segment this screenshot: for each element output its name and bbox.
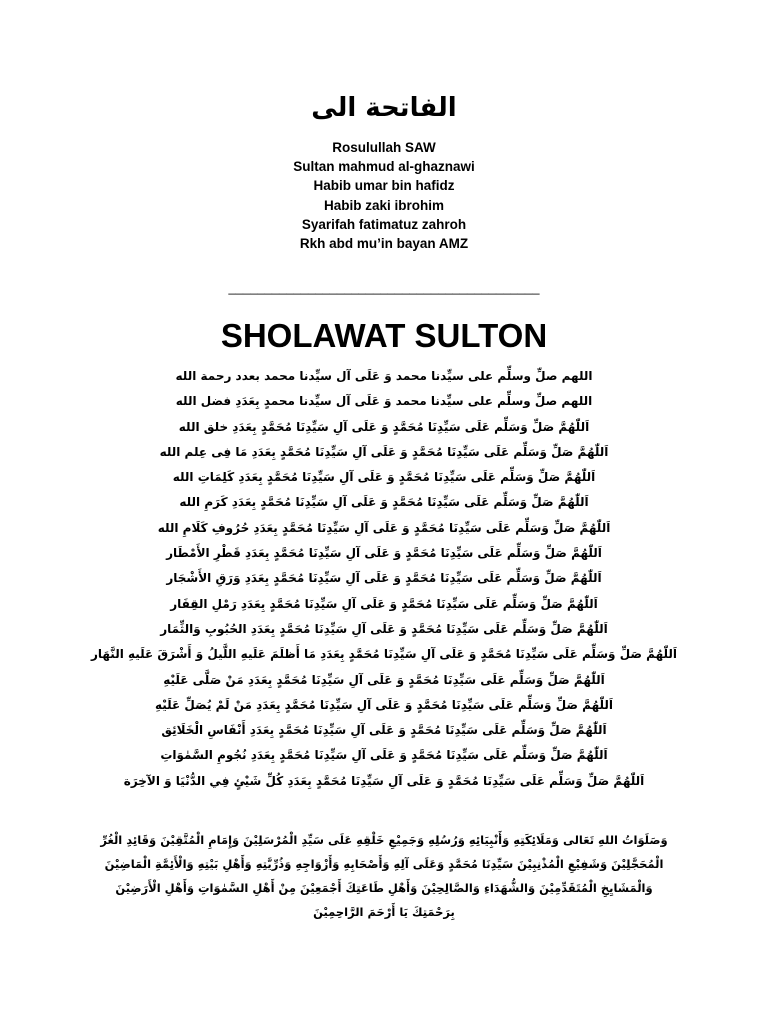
- sholawat-line: اَللّٰهُمَّ صَلِّ وَسَلِّم عَلَى سَيِّدِنَا مُحَمَّدٍ وَ عَلَى آلِ سَيِّدِنَا مُحَمَّدٍ بِعَدَدِ مَنْ لَمْ يُصَلِّ عَلَيْهِ: [154, 697, 614, 712]
- page-heading: SHOLAWAT SULTON: [220, 317, 548, 354]
- sholawat-line: اَللّٰهُمَّ صَلِّ وَسَلِّم عَلَى سَيِّدِنَا مُحَمَّدٍ وَ عَلَى آلِ سَيِّدِنَا مُحَمَّدٍ بِعَدَدِ حُرُوفِ كَلَامِ الله: [157, 520, 611, 535]
- sholawat-line: اَللّٰهُمَّ صَلِّ وَسَلِّم عَلَى سَيِّدِنَا مُحَمَّدٍ وَ عَلَى آلِ سَيِّدِنَا مُحَمَّدٍ بِعَدَدِ خلق الله: [178, 419, 590, 434]
- closing-doa: [88, 828, 680, 924]
- name-line: Rkh abd mu’in bayan AMZ: [299, 236, 469, 252]
- name-line: Rosulullah SAW: [332, 140, 436, 155]
- doa-line: الْمُحَجَّلِيْنَ وَشَفِيْعِ الْمُذْنِبِيْنَ سَيِّدِنَا مُحَمَّدٍ وَعَلَى آلِهِ وَأَصْحَابِهِ وَأَزْوَاجِهِ وَذُرِّيَّتِهِ وَأَهْلِ بَيْتِهِ وَالْأَئِمَّةِ الْمَاضِيْنَ: [104, 857, 664, 871]
- doa-line: وَالْمَشَايِخِ الْمُتَقَدِّمِيْنَ وَالشُّهَدَاءِ وَالصَّالِحِيْنَ وَأَهْلِ طَاعَتِكَ أَجْمَعِيْنَ مِنْ أَهْلِ السَّمٰوَاتِ وَأَهْلِ الْأَرَضِيْنَ: [115, 881, 653, 895]
- name-line: Habib umar bin hafidz: [313, 178, 455, 194]
- name-line: Habib zaki ibrohim: [323, 197, 445, 213]
- sholawat-line: اَللّٰهُمَّ صَلِّ وَسَلِّم عَلَى سَيِّدِنَا مُحَمَّدٍ وَ عَلَى آلِ سَيِّدِنَا مُحَمَّدٍ بِعَدَدِ مَنْ صَلَّى عَلَيْهِ: [163, 672, 605, 687]
- sholawat-line: اَللّٰهُمَّ صَلِّ وَسَلِّم عَلَى سَيِّدِنَا مُحَمَّدٍ وَ عَلَى آلِ سَيِّدِنَا مُحَمَّدٍ بِعَدَدِ مَا فِى عِلم الله: [159, 444, 609, 459]
- sholawat-line: اَللّٰهُمَّ صَلِّ وَسَلِّم عَلَى سَيِّدِنَا مُحَمَّدٍ وَ عَلَى آلِ سَيِّدِنَا مُحَمَّدٍ بِعَدَدِ كَلِمَاتِ الله: [172, 470, 596, 485]
- doa-line: بِرَحْمَتِكَ يَا أَرْحَمَ الرَّاحِمِيْنَ: [313, 905, 455, 919]
- sholawat-text: [90, 364, 678, 794]
- name-line: Syarifah fatimatuz zahroh: [301, 216, 467, 232]
- arabic-title: الفاتحة الى: [311, 93, 457, 123]
- sholawat-line: اَللّٰهُمَّ صَلِّ وَسَلِّم عَلَى سَيِّدِنَا مُحَمَّدٍ وَ عَلَى آلِ سَيِّدِنَا مُحَمَّدٍ بِعَدَدِ أَنْفَاسِ الْخَلَائِق: [161, 723, 607, 738]
- sholawat-line: اَللّٰهُمَّ صَلِّ وَسَلِّم عَلَى سَيِّدِنَا مُحَمَّدٍ وَ عَلَى آلِ سَيِّدِنَا مُحَمَّدٍ بِعَدَدِ مَا أَظلَمَ عَلَيهِ اللَّيلُ وَ أَشْرَقَ عَلَيهِ النَّهَار: [90, 647, 678, 662]
- divider-line: ___________________________________________: [228, 280, 540, 295]
- sholawat-line: اَللّٰهُمَّ صَلِّ وَسَلِّم عَلَى سَيِّدِنَا مُحَمَّدٍ وَ عَلَى آلِ سَيِّدِنَا مُحَمَّدٍ بِعَدَدِ رَمْلِ القِفَار: [170, 596, 598, 611]
- names-list: [0, 138, 768, 253]
- doa-line: وَصَلَوَاتُ اللهِ تَعَالى وَمَلَائِكَتِهِ وَأَنْبِيَائِهِ وَرُسُلِهِ وَجَمِيْعِ خَلْقِهِ عَلَى سَيِّدِ الْمُرْسَلِيْنَ وَإِمَامِ الْمُتَّقِيْنَ وَقَائِدِ الْغُرِّ: [100, 833, 668, 847]
- sholawat-line: اَللّٰهُمَّ صَلِّ وَسَلِّم عَلَى سَيِّدِنَا مُحَمَّدٍ وَ عَلَى آلِ سَيِّدِنَا مُحَمَّدٍ بِعَدَدِ كُلِّ شَيْئٍ فِي الدُّنْيَا وَ الآخِرَة: [123, 773, 645, 788]
- sholawat-line: اَللّٰهُمَّ صَلِّ وَسَلِّم عَلَى سَيِّدِنَا مُحَمَّدٍ وَ عَلَى آلِ سَيِّدِنَا مُحَمَّدٍ بِعَدَدِ وَرَقِ الأَشْجَار: [166, 571, 602, 586]
- sholawat-line: اَللّٰهُمَّ صَلِّ وَسَلِّم عَلَى سَيِّدِنَا مُحَمَّدٍ وَ عَلَى آلِ سَيِّدِنَا مُحَمَّدٍ بِعَدَدِ الحُبُوبِ وَالثِّمَار: [160, 621, 608, 636]
- sholawat-line: اللهم صلِّ وسلِّم على سيِّدنا محمد وَ عَلَى آل سيِّدنا محمدٍ بِعَدَدِ فضل الله: [175, 394, 593, 409]
- sholawat-line: اَللّٰهُمَّ صَلِّ وَسَلِّم عَلَى سَيِّدِنَا مُحَمَّدٍ وَ عَلَى آلِ سَيِّدِنَا مُحَمَّدٍ بِعَدَدِ نُجُومِ السَّمٰوَاتِ: [160, 748, 608, 763]
- name-line: Sultan mahmud al-ghaznawi: [293, 159, 475, 175]
- sholawat-line: اَللّٰهُمَّ صَلِّ وَسَلِّم عَلَى سَيِّدِنَا مُحَمَّدٍ وَ عَلَى آلِ سَيِّدِنَا مُحَمَّدٍ بِعَدَدِ قَطْرِ الأَمْطَار: [166, 546, 602, 561]
- sholawat-line: اللهم صلِّ وسلِّم على سيِّدنا محمد وَ عَلَى آل سيِّدنا محمد بعدد رحمة الله: [175, 369, 593, 383]
- sholawat-line: اَللّٰهُمَّ صَلِّ وَسَلِّم عَلَى سَيِّدِنَا مُحَمَّدٍ وَ عَلَى آلِ سَيِّدِنَا مُحَمَّدٍ بِعَدَدِ كَرَمِ الله: [179, 495, 589, 510]
